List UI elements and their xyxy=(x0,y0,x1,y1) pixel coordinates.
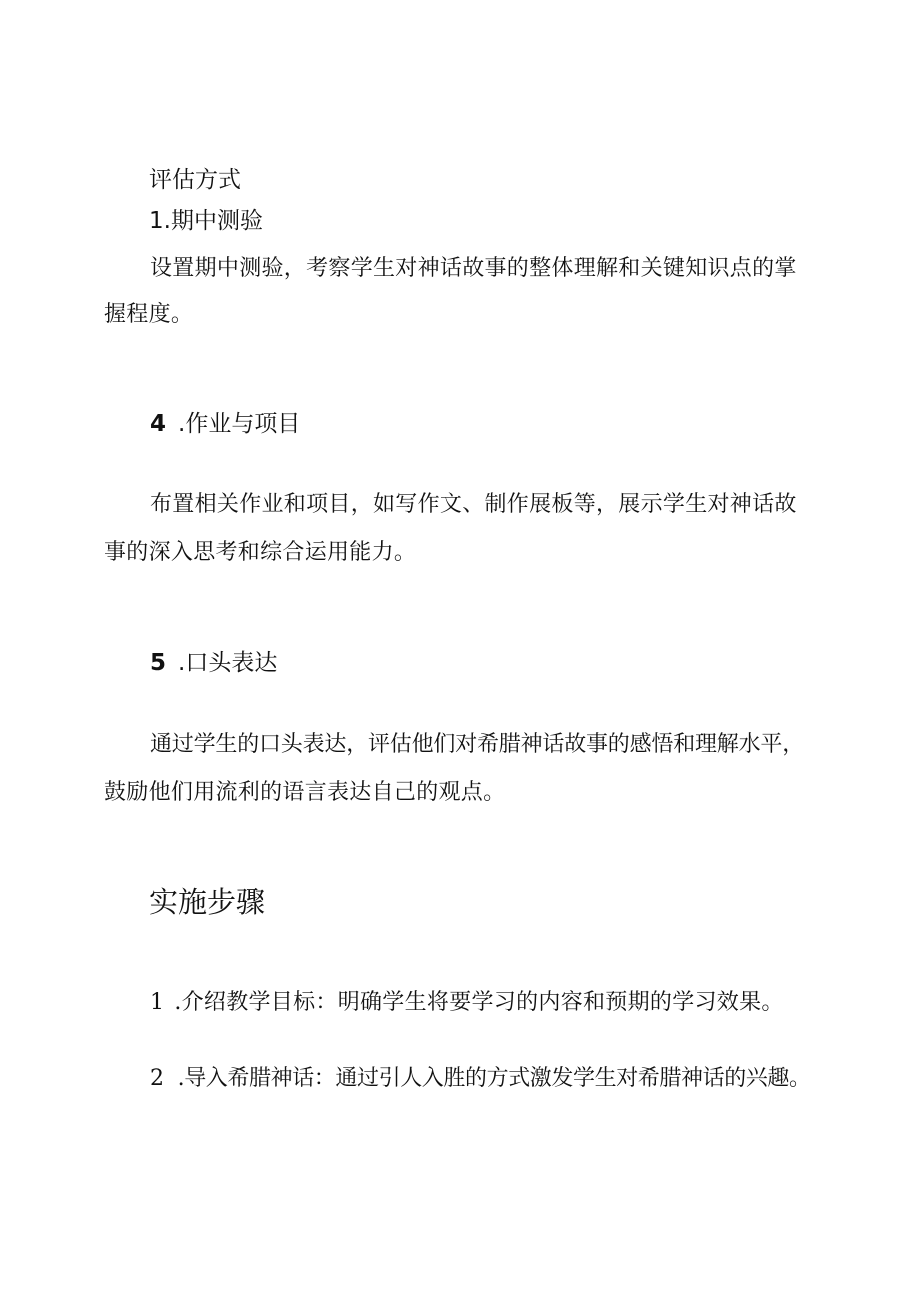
paragraph-line: 握程度。 xyxy=(104,302,194,327)
item-title: .口头表达 xyxy=(178,650,278,676)
paragraph-line: 鼓励他们用流利的语言表达自己的观点。 xyxy=(104,780,506,805)
item-number: 5 xyxy=(150,650,167,676)
item-number: 4 xyxy=(150,411,167,437)
paragraph-line: 通过学生的口头表达，评估他们对希腊神话故事的感悟和理解水平， xyxy=(150,732,805,757)
step-text: .导入希腊神话：通过引人入胜的方式激发学生对希腊神话的兴趣。 xyxy=(177,1066,811,1091)
step-item xyxy=(150,988,784,1018)
step-number: 1 xyxy=(150,990,165,1015)
step-text: .介绍教学目标：明确学生将要学习的内容和预期的学习效果。 xyxy=(174,990,784,1015)
section-heading-evaluation: 评估方式 xyxy=(149,167,241,193)
step-item xyxy=(150,1064,811,1094)
item-title: .作业与项目 xyxy=(178,411,301,437)
paragraph-line: 设置期中测验，考察学生对神话故事的整体理解和关键知识点的掌 xyxy=(150,256,797,281)
item-number: 1. xyxy=(149,208,171,234)
item-heading-oral xyxy=(150,648,277,678)
paragraph-line: 事的深入思考和综合运用能力。 xyxy=(104,540,417,565)
item-title: 期中测验 xyxy=(170,208,263,234)
item-heading-homework xyxy=(150,409,300,439)
section-heading-implementation: 实施步骤 xyxy=(149,885,266,919)
item-heading-midterm xyxy=(149,206,263,236)
paragraph-line: 布置相关作业和项目，如写作文、制作展板等，展示学生对神话故 xyxy=(150,492,797,517)
step-number: 2 xyxy=(150,1066,164,1091)
